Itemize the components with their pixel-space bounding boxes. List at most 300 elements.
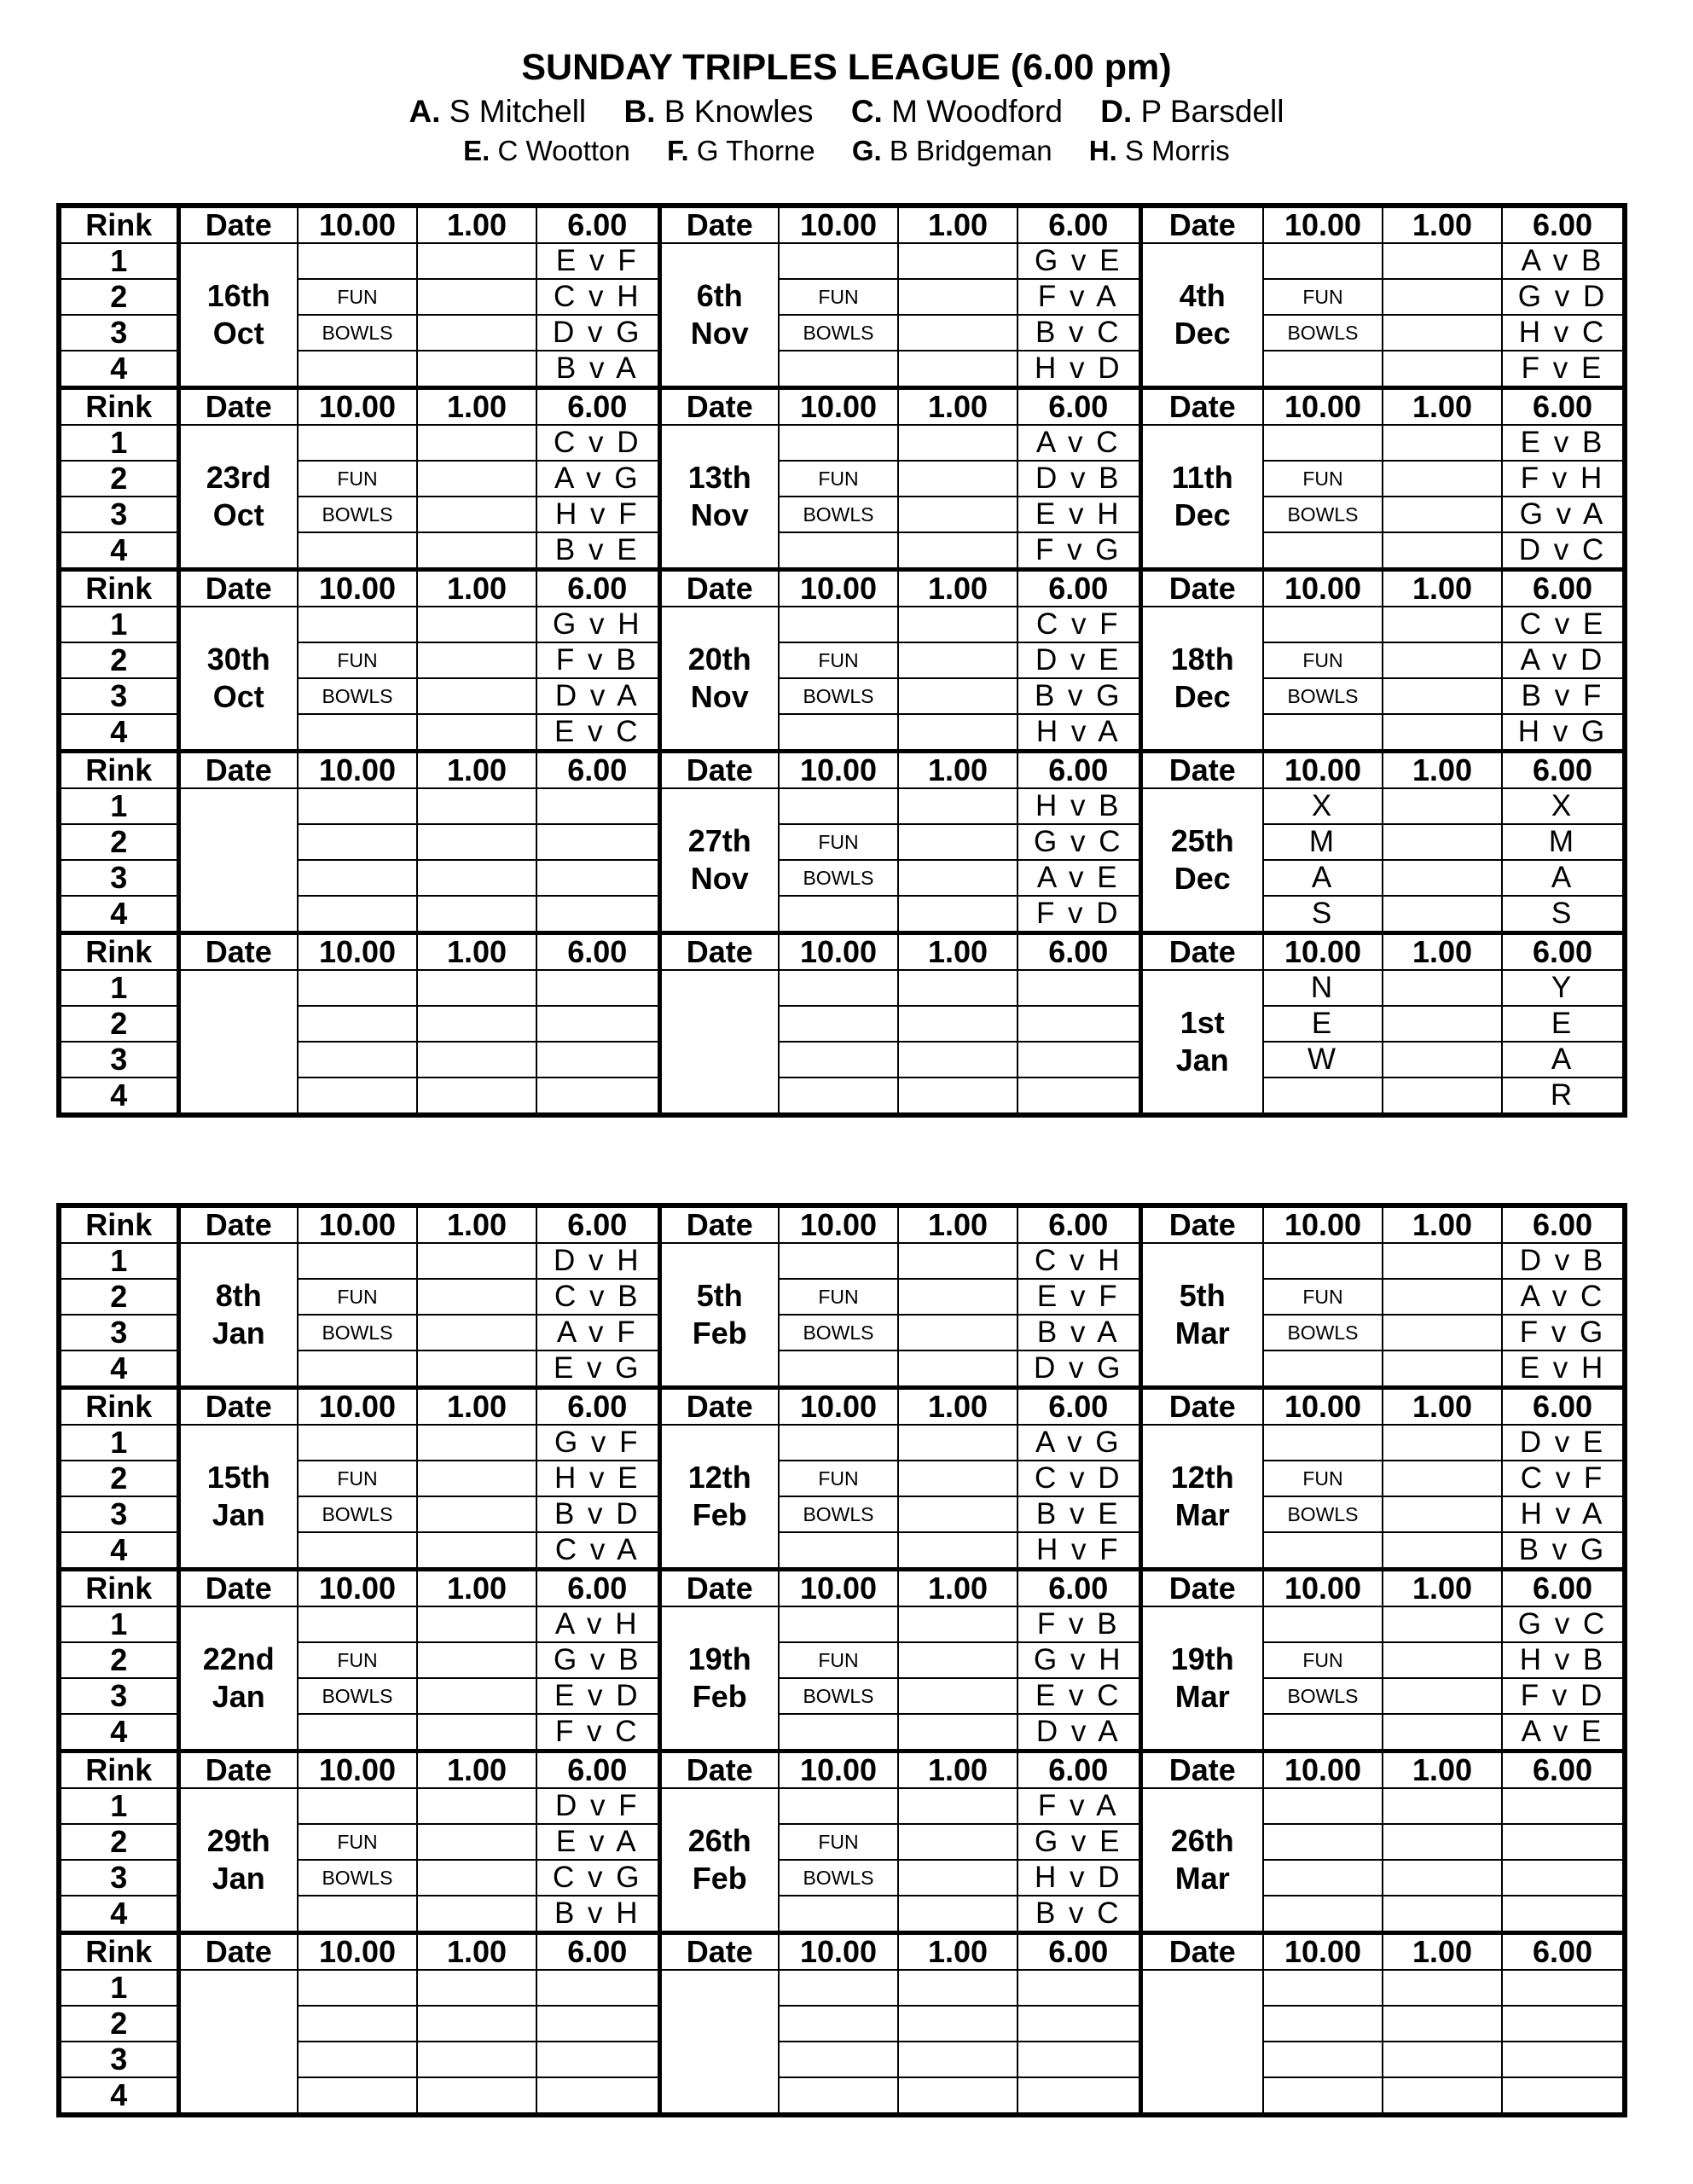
slot-1-cell: [417, 1350, 536, 1388]
date-header: Date: [178, 933, 298, 971]
time-10-header: 10.00: [779, 388, 898, 426]
date-month: Jan: [212, 1497, 265, 1532]
rink-number: 2: [59, 1824, 178, 1860]
slot-1-cell: [1383, 2006, 1502, 2042]
date-day: 20th: [687, 642, 751, 677]
rink-header: Rink: [59, 933, 178, 971]
slot-1-cell: [898, 714, 1018, 752]
rink-number: 3: [59, 497, 178, 532]
date-cell: [659, 1243, 779, 1388]
fun-label: FUN: [1263, 642, 1383, 678]
team-e: E. C Wootton: [463, 135, 630, 166]
date-month: Mar: [1174, 1316, 1230, 1350]
slot-10-cell: [779, 1896, 898, 1933]
time-6-header: 6.00: [1502, 752, 1625, 789]
slot-10-cell: [1263, 1860, 1383, 1896]
slot-1-cell: [898, 1824, 1018, 1860]
fixture-cell: B v F: [1502, 678, 1625, 714]
date-day: 12th: [1170, 1460, 1234, 1495]
slot-1-cell: [1383, 1824, 1502, 1860]
date-month: Jan: [212, 1316, 265, 1350]
slot-1-cell: [1383, 1788, 1502, 1824]
slot-1-cell: [898, 1606, 1018, 1642]
time-6-header: 6.00: [1018, 206, 1140, 243]
slot-1-cell: [1383, 678, 1502, 714]
date-header: Date: [1140, 1933, 1263, 1971]
date-month: Jan: [212, 1861, 265, 1896]
fixture-cell: A v C: [1502, 1279, 1625, 1315]
fun-label: FUN: [298, 1824, 417, 1860]
bowls-label: BOWLS: [779, 1678, 898, 1714]
fixture-cell: H v F: [536, 497, 659, 532]
slot-10-cell: [298, 1606, 417, 1642]
slot-10-cell: [298, 351, 417, 388]
time-6-header: 6.00: [1018, 388, 1140, 426]
date-day: 6th: [696, 278, 743, 313]
fixture-cell: F v D: [1018, 896, 1140, 933]
rink-number: 2: [59, 824, 178, 860]
fixture-cell: [1502, 1824, 1625, 1860]
date-day: 22nd: [202, 1641, 275, 1676]
slot-1-cell: [1383, 243, 1502, 279]
date-header: Date: [1140, 1751, 1263, 1789]
date-cell: [178, 1788, 298, 1933]
date-cell: [659, 243, 779, 388]
slot-10-cell: [298, 1970, 417, 2006]
rink-number: 4: [59, 532, 178, 570]
rink-row: [59, 607, 1625, 642]
date-month: Feb: [692, 1316, 747, 1350]
fixture-cell: [1502, 2042, 1625, 2077]
bowls-label: BOWLS: [779, 860, 898, 896]
rink-number: 4: [59, 896, 178, 933]
slot-10-cell: S: [1263, 896, 1383, 933]
fun-label: FUN: [779, 1642, 898, 1678]
slot-10-cell: [298, 970, 417, 1006]
date-month: Feb: [692, 1497, 747, 1532]
slot-1-cell: [898, 497, 1018, 532]
slot-1-cell: [1383, 970, 1502, 1006]
date-day: 29th: [206, 1823, 270, 1858]
fixture-cell: C v H: [536, 279, 659, 315]
slot-1-cell: [898, 461, 1018, 497]
rink-number: 1: [59, 788, 178, 824]
rink-number: 4: [59, 1532, 178, 1570]
fixture-cell: Y: [1502, 970, 1625, 1006]
fixture-cell: G v E: [1018, 1824, 1140, 1860]
fixture-cell: F v A: [1018, 279, 1140, 315]
rink-number: 1: [59, 1788, 178, 1824]
time-6-header: 6.00: [1502, 1570, 1625, 1607]
date-cell: [1140, 970, 1263, 1115]
rink-number: 2: [59, 1279, 178, 1315]
time-1-header: 1.00: [898, 1933, 1018, 1971]
rink-header: Rink: [59, 752, 178, 789]
rink-header: Rink: [59, 388, 178, 426]
date-cell: [659, 1788, 779, 1933]
time-1-header: 1.00: [1383, 752, 1502, 789]
rink-number: 2: [59, 1461, 178, 1496]
slot-10-cell: [1263, 714, 1383, 752]
time-6-header: 6.00: [1018, 752, 1140, 789]
date-month: Dec: [1174, 497, 1231, 532]
fixture-cell: [536, 860, 659, 896]
rink-number: 4: [59, 351, 178, 388]
date-cell: [1140, 1970, 1263, 2115]
rink-number: 1: [59, 425, 178, 461]
date-header: Date: [1140, 206, 1263, 243]
date-day: 23rd: [206, 460, 271, 495]
date-day: 5th: [696, 1278, 743, 1313]
date-cell: [178, 970, 298, 1115]
date-month: Jan: [1175, 1043, 1229, 1077]
slot-10-cell: [779, 243, 898, 279]
slot-10-cell: [298, 714, 417, 752]
rink-number: 2: [59, 461, 178, 497]
date-month: Jan: [212, 1679, 265, 1714]
bowls-label: BOWLS: [298, 678, 417, 714]
time-6-header: 6.00: [536, 1570, 659, 1607]
fixture-cell: [536, 2042, 659, 2077]
date-cell: [1140, 1788, 1263, 1933]
team-list-line-1: [0, 96, 1693, 127]
rink-number: 1: [59, 243, 178, 279]
fixture-cell: E v A: [536, 1824, 659, 1860]
bowls-label: BOWLS: [298, 497, 417, 532]
date-month: Dec: [1174, 316, 1231, 351]
fixture-cell: A v B: [1502, 243, 1625, 279]
bowls-label: BOWLS: [779, 1315, 898, 1350]
bowls-label: BOWLS: [1263, 315, 1383, 351]
date-cell: [178, 607, 298, 752]
slot-10-cell: [779, 1350, 898, 1388]
time-10-header: 10.00: [779, 752, 898, 789]
slot-1-cell: [417, 678, 536, 714]
slot-10-cell: [779, 1714, 898, 1751]
bowls-label: BOWLS: [298, 315, 417, 351]
time-6-header: 6.00: [536, 1751, 659, 1789]
time-1-header: 1.00: [417, 206, 536, 243]
fun-label: FUN: [298, 461, 417, 497]
header-row: [59, 1751, 1625, 1789]
time-1-header: 1.00: [1383, 1570, 1502, 1607]
slot-10-cell: [779, 896, 898, 933]
slot-1-cell: [417, 1532, 536, 1570]
slot-10-cell: [1263, 607, 1383, 642]
fixture-cell: E: [1502, 1006, 1625, 1042]
slot-10-cell: [1263, 351, 1383, 388]
fixture-cell: B v G: [1502, 1532, 1625, 1570]
fixture-cell: [1018, 2077, 1140, 2115]
fun-label: FUN: [298, 1279, 417, 1315]
slot-1-cell: [898, 896, 1018, 933]
date-day: 13th: [687, 460, 751, 495]
rink-row: [59, 1970, 1625, 2006]
date-header: Date: [659, 1205, 779, 1243]
date-month: Nov: [690, 497, 749, 532]
date-header: Date: [659, 1751, 779, 1789]
fixture-cell: C v A: [536, 1532, 659, 1570]
rink-row: [59, 425, 1625, 461]
date-day: 1st: [1180, 1005, 1225, 1040]
rink-header: Rink: [59, 1751, 178, 1789]
slot-1-cell: [417, 1496, 536, 1532]
date-header: Date: [659, 206, 779, 243]
slot-1-cell: [898, 607, 1018, 642]
fixture-cell: G v A: [1502, 497, 1625, 532]
rink-number: 4: [59, 1077, 178, 1115]
time-1-header: 1.00: [417, 570, 536, 607]
time-10-header: 10.00: [779, 1751, 898, 1789]
time-10-header: 10.00: [779, 570, 898, 607]
slot-10-cell: [1263, 1606, 1383, 1642]
slot-10-cell: [298, 425, 417, 461]
slot-1-cell: [417, 1788, 536, 1824]
fixture-cell: A v G: [536, 461, 659, 497]
fixture-cell: G v E: [1018, 243, 1140, 279]
fixture-cell: [1018, 1006, 1140, 1042]
fixture-cell: G v H: [1018, 1642, 1140, 1678]
bowls-label: BOWLS: [1263, 1678, 1383, 1714]
time-1-header: 1.00: [898, 1205, 1018, 1243]
fixture-cell: F v H: [1502, 461, 1625, 497]
slot-10-cell: [1263, 1425, 1383, 1461]
time-1-header: 1.00: [417, 388, 536, 426]
slot-10-cell: [1263, 1532, 1383, 1570]
fixture-cell: D v F: [536, 1788, 659, 1824]
fixture-cell: [536, 824, 659, 860]
time-1-header: 1.00: [417, 1751, 536, 1789]
rink-row: [59, 1606, 1625, 1642]
bowls-label: BOWLS: [298, 1678, 417, 1714]
bowls-label: BOWLS: [1263, 678, 1383, 714]
slot-1-cell: [1383, 1315, 1502, 1350]
date-month: Mar: [1174, 1861, 1230, 1896]
slot-10-cell: [298, 1896, 417, 1933]
bowls-label: BOWLS: [298, 1315, 417, 1350]
date-header: Date: [178, 1570, 298, 1607]
date-header: Date: [178, 206, 298, 243]
slot-1-cell: [1383, 315, 1502, 351]
slot-1-cell: [1383, 824, 1502, 860]
time-10-header: 10.00: [298, 388, 417, 426]
slot-1-cell: [417, 497, 536, 532]
time-10-header: 10.00: [298, 206, 417, 243]
fixture-cell: [1018, 2006, 1140, 2042]
slot-1-cell: [1383, 1714, 1502, 1751]
slot-1-cell: [1383, 1860, 1502, 1896]
slot-1-cell: [1383, 1243, 1502, 1279]
time-10-header: 10.00: [779, 1205, 898, 1243]
time-10-header: 10.00: [779, 206, 898, 243]
fixture-cell: H v E: [536, 1461, 659, 1496]
rink-number: 3: [59, 1042, 178, 1077]
slot-10-cell: [298, 788, 417, 824]
slot-1-cell: [898, 2042, 1018, 2077]
fixture-cell: [1502, 2006, 1625, 2042]
slot-1-cell: [898, 1425, 1018, 1461]
slot-10-cell: [298, 532, 417, 570]
slot-1-cell: [417, 532, 536, 570]
fixtures-table-autumn: [56, 203, 1627, 1118]
rink-number: 4: [59, 2077, 178, 2115]
header-row: [59, 1388, 1625, 1426]
slot-10-cell: [1263, 1824, 1383, 1860]
slot-1-cell: [417, 1243, 536, 1279]
fixture-cell: H v D: [1018, 351, 1140, 388]
slot-1-cell: [1383, 2042, 1502, 2077]
date-day: 26th: [1170, 1823, 1234, 1858]
rink-number: 4: [59, 1714, 178, 1751]
fun-label: FUN: [1263, 461, 1383, 497]
time-6-header: 6.00: [1018, 1570, 1140, 1607]
slot-1-cell: [417, 714, 536, 752]
fixture-cell: E v H: [1502, 1350, 1625, 1388]
fixture-cell: F v G: [1502, 1315, 1625, 1350]
team-b: B. B Knowles: [623, 94, 814, 129]
date-day: 30th: [206, 642, 270, 677]
rink-header: Rink: [59, 1388, 178, 1426]
fixture-cell: [1502, 1788, 1625, 1824]
slot-1-cell: [417, 1077, 536, 1115]
slot-1-cell: [898, 351, 1018, 388]
slot-1-cell: [1383, 279, 1502, 315]
slot-1-cell: [1383, 1532, 1502, 1570]
fixture-cell: A v G: [1018, 1425, 1140, 1461]
fixture-cell: B v E: [536, 532, 659, 570]
fixture-cell: X: [1502, 788, 1625, 824]
slot-10-cell: [1263, 1350, 1383, 1388]
fixture-cell: H v A: [1018, 714, 1140, 752]
slot-1-cell: [1383, 1642, 1502, 1678]
time-6-header: 6.00: [1018, 1751, 1140, 1789]
slot-1-cell: [417, 1425, 536, 1461]
fixture-cell: [1502, 1860, 1625, 1896]
date-cell: [1140, 607, 1263, 752]
fun-label: FUN: [779, 642, 898, 678]
time-1-header: 1.00: [898, 206, 1018, 243]
rink-number: 1: [59, 1425, 178, 1461]
fun-label: FUN: [779, 279, 898, 315]
date-month: Feb: [692, 1679, 747, 1714]
fixture-cell: [1502, 1970, 1625, 2006]
slot-1-cell: [417, 896, 536, 933]
slot-10-cell: N: [1263, 970, 1383, 1006]
time-1-header: 1.00: [898, 1388, 1018, 1426]
slot-10-cell: [298, 1532, 417, 1570]
fixture-cell: D v A: [1018, 1714, 1140, 1751]
time-6-header: 6.00: [536, 752, 659, 789]
time-6-header: 6.00: [536, 388, 659, 426]
slot-1-cell: [417, 1461, 536, 1496]
fixture-cell: C v D: [536, 425, 659, 461]
bowls-label: BOWLS: [779, 1496, 898, 1532]
time-1-header: 1.00: [417, 1388, 536, 1426]
date-cell: [178, 788, 298, 933]
slot-1-cell: [417, 2042, 536, 2077]
slot-10-cell: [779, 1532, 898, 1570]
time-1-header: 1.00: [898, 1570, 1018, 1607]
time-10-header: 10.00: [1263, 388, 1383, 426]
slot-10-cell: [298, 607, 417, 642]
slot-1-cell: [1383, 1461, 1502, 1496]
fixture-cell: B v D: [536, 1496, 659, 1532]
date-month: Nov: [690, 861, 749, 896]
slot-1-cell: [898, 1642, 1018, 1678]
slot-1-cell: [417, 1970, 536, 2006]
time-10-header: 10.00: [1263, 1388, 1383, 1426]
time-1-header: 1.00: [1383, 570, 1502, 607]
slot-1-cell: [1383, 1350, 1502, 1388]
fun-label: FUN: [298, 1642, 417, 1678]
time-1-header: 1.00: [417, 1933, 536, 1971]
fixture-cell: [1018, 2042, 1140, 2077]
time-6-header: 6.00: [536, 1388, 659, 1426]
fixture-cell: [536, 1077, 659, 1115]
fixture-cell: H v A: [1502, 1496, 1625, 1532]
fixture-cell: F v B: [536, 642, 659, 678]
slot-10-cell: [1263, 2042, 1383, 2077]
slot-10-cell: [298, 1350, 417, 1388]
rink-row: [59, 970, 1625, 1006]
slot-1-cell: [417, 1896, 536, 1933]
time-6-header: 6.00: [1502, 1388, 1625, 1426]
slot-1-cell: [898, 1788, 1018, 1824]
slot-1-cell: [417, 607, 536, 642]
time-1-header: 1.00: [1383, 388, 1502, 426]
time-1-header: 1.00: [898, 752, 1018, 789]
slot-10-cell: [1263, 2006, 1383, 2042]
slot-10-cell: [779, 425, 898, 461]
slot-1-cell: [898, 1678, 1018, 1714]
rink-number: 4: [59, 1350, 178, 1388]
slot-10-cell: [779, 1606, 898, 1642]
slot-10-cell: [779, 2042, 898, 2077]
header-row: [59, 1570, 1625, 1607]
slot-1-cell: [417, 788, 536, 824]
slot-10-cell: [779, 970, 898, 1006]
date-day: 15th: [206, 1460, 270, 1495]
header-row: [59, 388, 1625, 426]
slot-10-cell: [1263, 1243, 1383, 1279]
rink-number: 2: [59, 279, 178, 315]
time-6-header: 6.00: [1018, 1205, 1140, 1243]
slot-1-cell: [417, 1315, 536, 1350]
slot-1-cell: [898, 1315, 1018, 1350]
fun-label: FUN: [779, 1461, 898, 1496]
fixture-cell: C v B: [536, 1279, 659, 1315]
fixture-cell: D v C: [1502, 532, 1625, 570]
slot-10-cell: [1263, 243, 1383, 279]
time-6-header: 6.00: [536, 1205, 659, 1243]
slot-1-cell: [1383, 1678, 1502, 1714]
slot-10-cell: [298, 1243, 417, 1279]
fixture-cell: G v D: [1502, 279, 1625, 315]
date-header: Date: [178, 752, 298, 789]
slot-1-cell: [898, 1006, 1018, 1042]
fixture-cell: S: [1502, 896, 1625, 933]
bowls-label: BOWLS: [1263, 1496, 1383, 1532]
date-cell: [659, 425, 779, 570]
date-cell: [178, 425, 298, 570]
time-1-header: 1.00: [417, 933, 536, 971]
slot-1-cell: [898, 1042, 1018, 1077]
time-6-header: 6.00: [536, 933, 659, 971]
fixture-cell: G v B: [536, 1642, 659, 1678]
time-10-header: 10.00: [298, 1205, 417, 1243]
time-6-header: 6.00: [1502, 1205, 1625, 1243]
slot-1-cell: [898, 532, 1018, 570]
